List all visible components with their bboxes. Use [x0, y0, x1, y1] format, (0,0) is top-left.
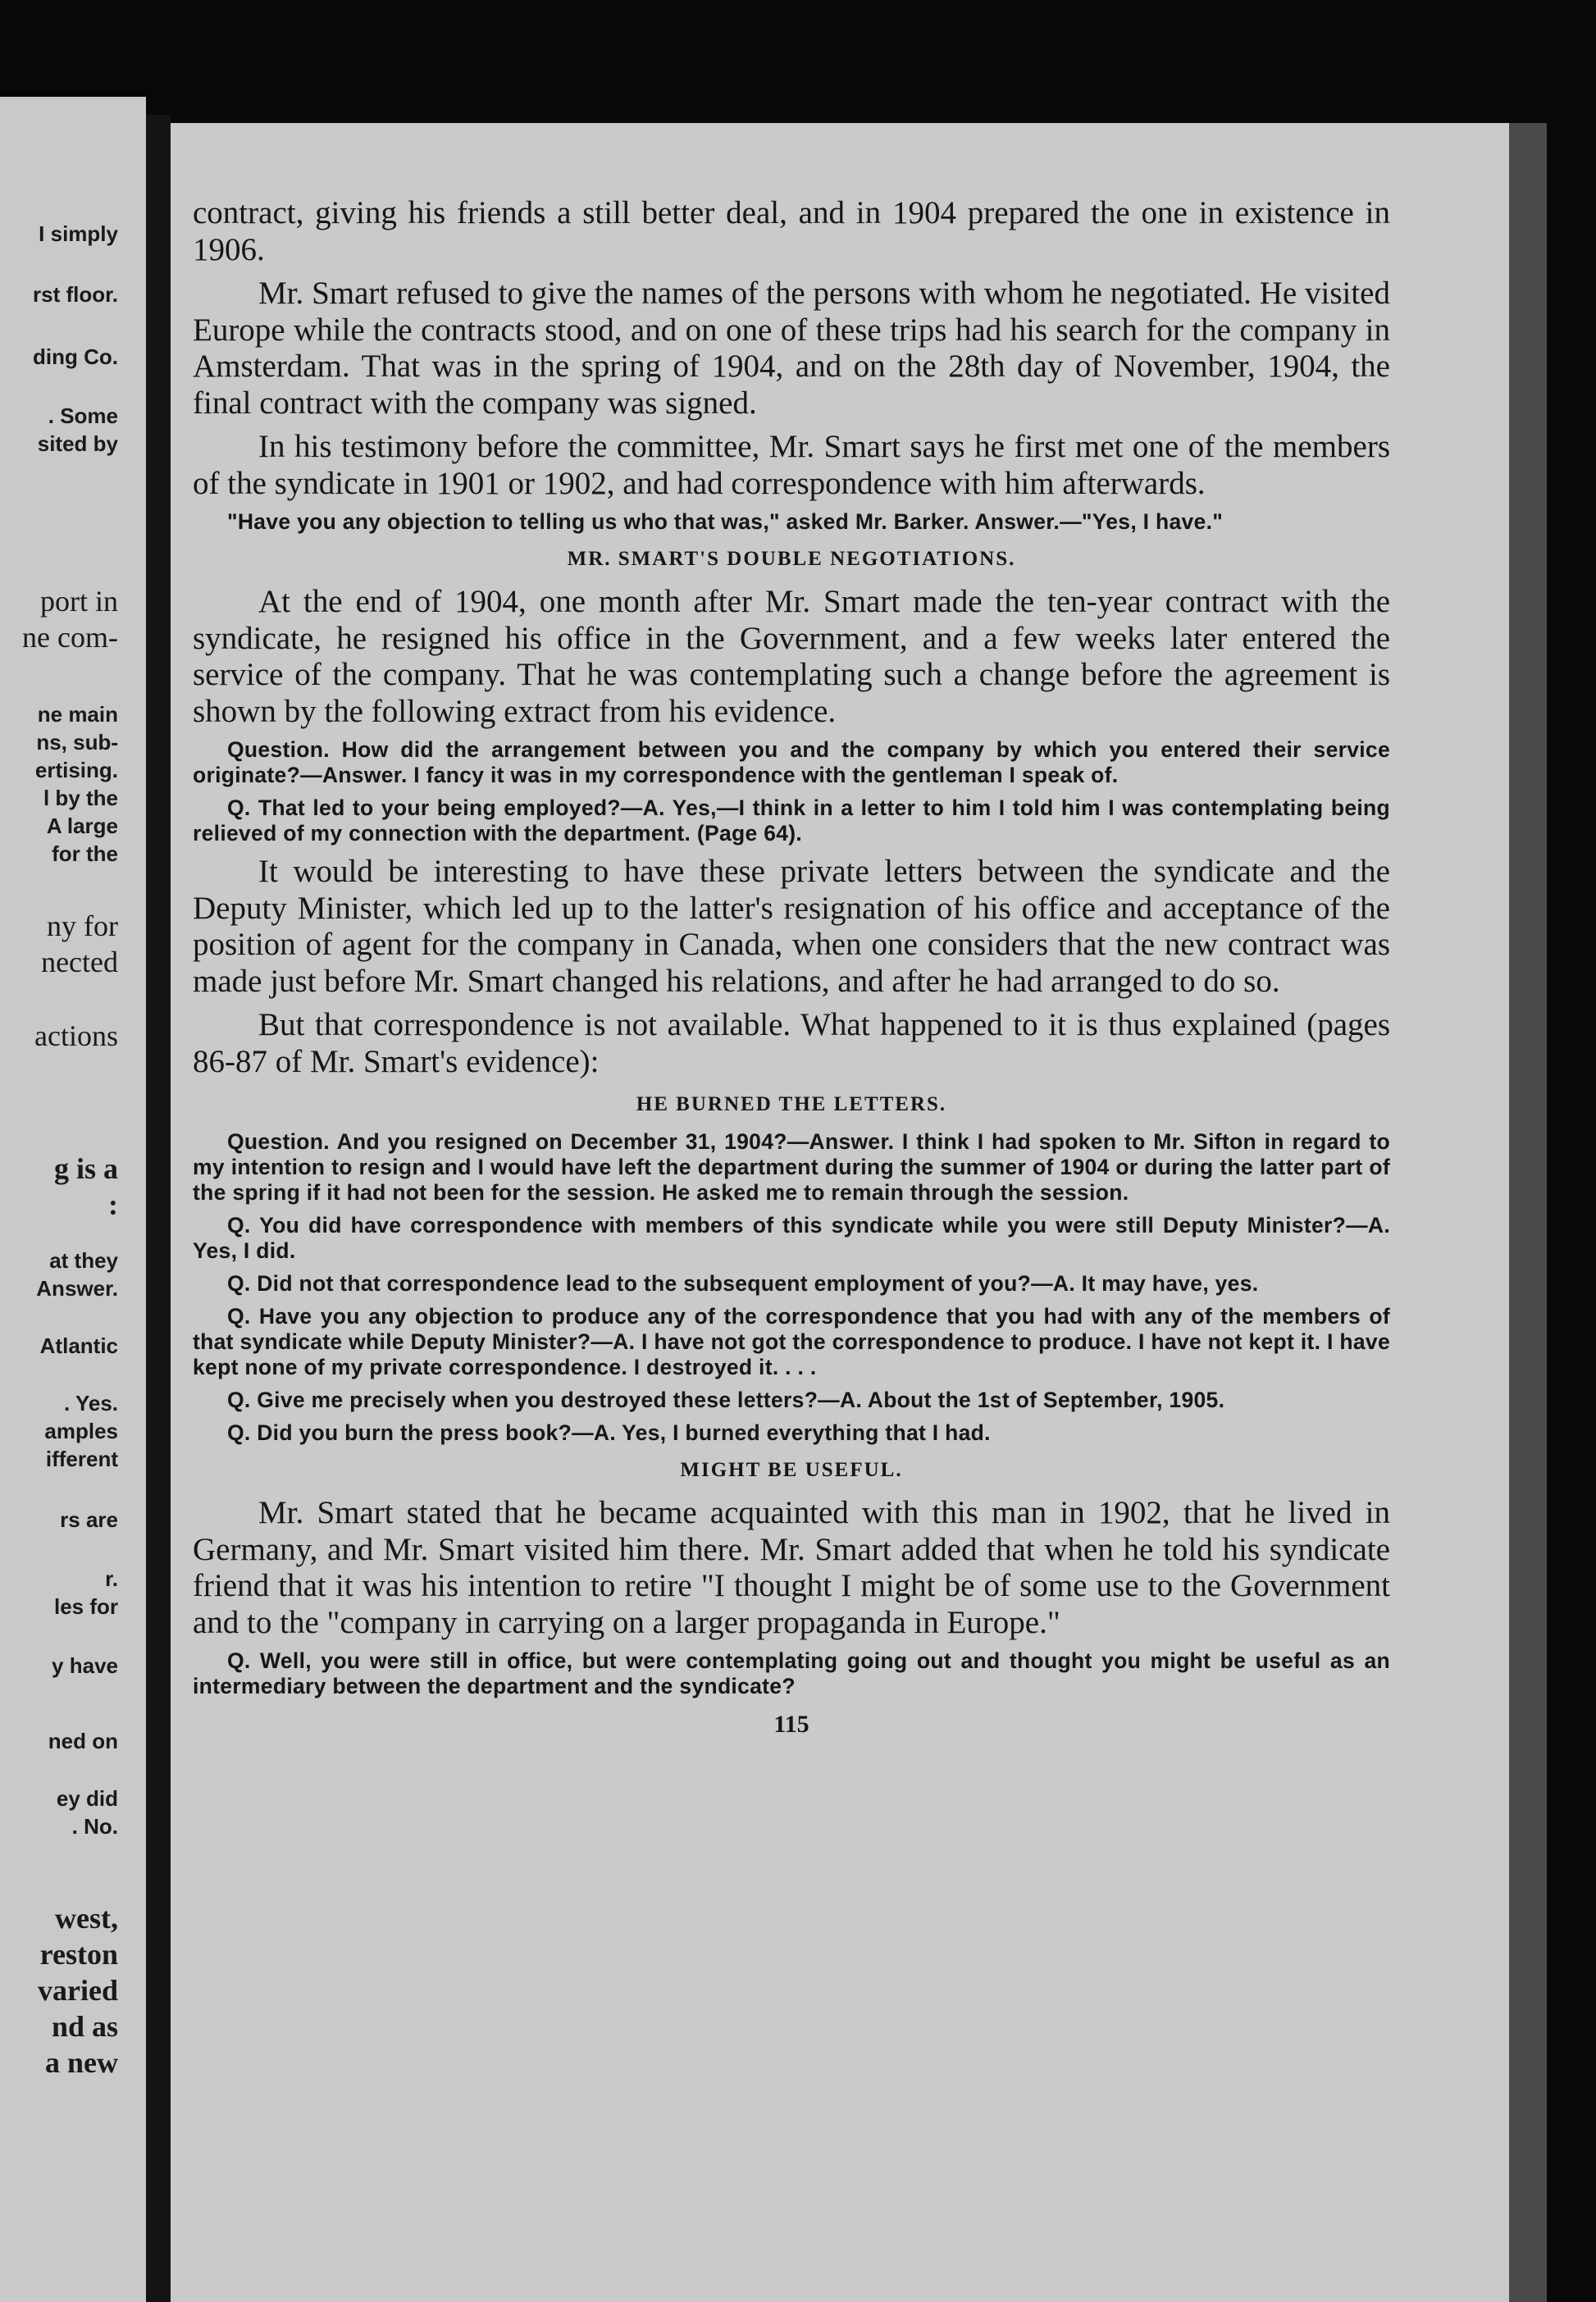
body-paragraph: At the end of 1904, one month after Mr. Smart made the ten-year contract with the syndicate, he resigned his office in the Government, and a few weeks later entered the service of the company. That he was contemplating such a change before the agreement is shown by the following extract from his evidence.: [193, 584, 1390, 729]
facing-page-line: actions: [34, 1019, 118, 1052]
facing-page-line: rs are: [60, 1507, 118, 1532]
testimony-quote: Q. Have you any objection to produce any of the correspondence that you had with any of the members of that syndicate while Deputy Minister?—A. I have not got the correspondence to produce. I have not kept it. I have kept none of my private correspondence. I destroyed it. . . .: [193, 1304, 1390, 1379]
document-page: [171, 123, 1509, 2302]
facing-page-line: les for: [53, 1594, 118, 1619]
facing-page-line: for the: [52, 841, 118, 866]
section-heading: HE BURNED THE LETTERS.: [636, 1093, 947, 1115]
facing-page-line: ifferent: [45, 1447, 118, 1471]
page-edge-shadow: [1509, 123, 1547, 2302]
testimony-quote: Question. And you resigned on December 31, 1904?—Answer. I think I had spoken to Mr. Sifton in regard to my intention to resign and I would have left the department during the summer of 1904 or during the latter part of the spring if it had not been for the session. He asked me to remain through the session.: [193, 1129, 1390, 1205]
facing-page-line: I simply: [39, 221, 118, 246]
facing-page-line: ertising.: [34, 758, 118, 782]
facing-page-line: r.: [105, 1566, 118, 1591]
testimony-quote: Q. Well, you were still in office, but were contemplating going out and thought you might be useful as an intermediary between the department and the syndicate?: [193, 1648, 1390, 1698]
facing-page-line: port in: [40, 585, 118, 618]
facing-page-line: . No.: [71, 1814, 118, 1839]
body-paragraph: It would be interesting to have these private letters between the syndicate and the Deputy Minister, which led up to the latter's resignation of his office and acceptance of the position of agent for the company in Canada, when one considers that the new contract was made just before Mr. Smart changed his relations, and after he had arranged to do so.: [193, 854, 1390, 999]
facing-page-line: amples: [44, 1419, 118, 1443]
facing-page-line: :: [108, 1188, 118, 1221]
body-paragraph: contract, giving his friends a still better deal, and in 1904 prepared the one in existence in 1906.: [193, 195, 1390, 267]
testimony-quote: "Have you any objection to telling us who that was," asked Mr. Barker. Answer.—"Yes, I have.": [227, 509, 1224, 534]
body-paragraph: Mr. Smart refused to give the names of the persons with whom he negotiated. He visited Europe while the contracts stood, and on one of these trips had his search for the company in Amsterdam. That was in the spring of 1904, and on the 28th day of November, 1904, the final contract with the company was signed.: [193, 276, 1390, 421]
facing-page-line: nd as: [51, 2010, 118, 2043]
facing-page-line: g is a: [53, 1152, 118, 1185]
facing-page-line: ding Co.: [33, 344, 118, 369]
body-paragraph: In his testimony before the committee, Mr. Smart says he first met one of the members of the syndicate in 1901 or 1902, and had correspondence with him afterwards.: [193, 429, 1390, 501]
page-text-column: [193, 195, 1390, 1739]
testimony-quote: Q. Did not that correspondence lead to the subsequent employment of you?—A. It may have, yes.: [227, 1271, 1259, 1296]
facing-page-line: ne com-: [22, 621, 118, 654]
facing-page-line: ned on: [48, 1729, 118, 1753]
facing-page-line: reston: [39, 1938, 118, 1971]
facing-page-line: rst floor.: [32, 282, 118, 307]
body-paragraph: Mr. Smart stated that he became acquainted with this man in 1902, that he lived in Germany, and Mr. Smart visited him there. Mr. Smart added that when he told his syndicate friend that it was his intention to retire "I thought I might be of some use to the Government and to the "company in carrying on a larger propaganda in Europe.": [193, 1495, 1390, 1640]
testimony-quote: Q. Give me precisely when you destroyed these letters?—A. About the 1st of September, 1905.: [227, 1388, 1225, 1412]
facing-page-line: a new: [45, 2046, 118, 2079]
facing-page-line: sited by: [37, 431, 118, 456]
facing-page-line: Atlantic: [39, 1333, 118, 1358]
facing-page-line: ne main: [37, 702, 118, 727]
section-heading: MIGHT BE USEFUL.: [680, 1459, 903, 1481]
facing-page-line: at they: [49, 1248, 118, 1273]
facing-page-line: A large: [46, 814, 118, 838]
facing-page-line: Answer.: [36, 1276, 118, 1301]
facing-page-line: l by the: [43, 786, 118, 810]
facing-page-line: varied: [38, 1974, 118, 2007]
facing-page-line: nected: [41, 946, 118, 978]
body-paragraph: But that correspondence is not available. What happened to it is thus explained (pages 86-87 of Mr. Smart's evidence):: [193, 1007, 1390, 1079]
facing-page-line: . Yes.: [63, 1391, 118, 1415]
testimony-quote: Q. That led to your being employed?—A. Yes,—I think in a letter to him I told him I was contemplating being relieved of my connection with the department. (Page 64).: [193, 795, 1390, 846]
facing-page-line: y have: [52, 1653, 118, 1678]
section-heading: MR. SMART'S DOUBLE NEGOTIATIONS.: [567, 548, 1016, 570]
facing-page-line: ey did: [56, 1786, 118, 1811]
facing-page-line: . Some: [48, 403, 118, 428]
facing-page-line: ns, sub-: [36, 730, 118, 754]
testimony-quote: Question. How did the arrangement between you and the company by which you entered their service originate?—Answer. I fancy it was in my correspondence with the gentleman I speak of.: [193, 737, 1390, 787]
page-number: 115: [773, 1711, 809, 1738]
book-gutter: [146, 115, 171, 2302]
facing-page-fragment: [0, 97, 146, 2302]
testimony-quote: Q. Did you burn the press book?—A. Yes, I burned everything that I had.: [227, 1420, 991, 1445]
facing-page-line: west,: [55, 1902, 118, 1935]
facing-page-line: ny for: [47, 909, 118, 942]
testimony-quote: Q. You did have correspondence with members of this syndicate while you were still Deputy Minister?—A. Yes, I did.: [193, 1213, 1390, 1263]
